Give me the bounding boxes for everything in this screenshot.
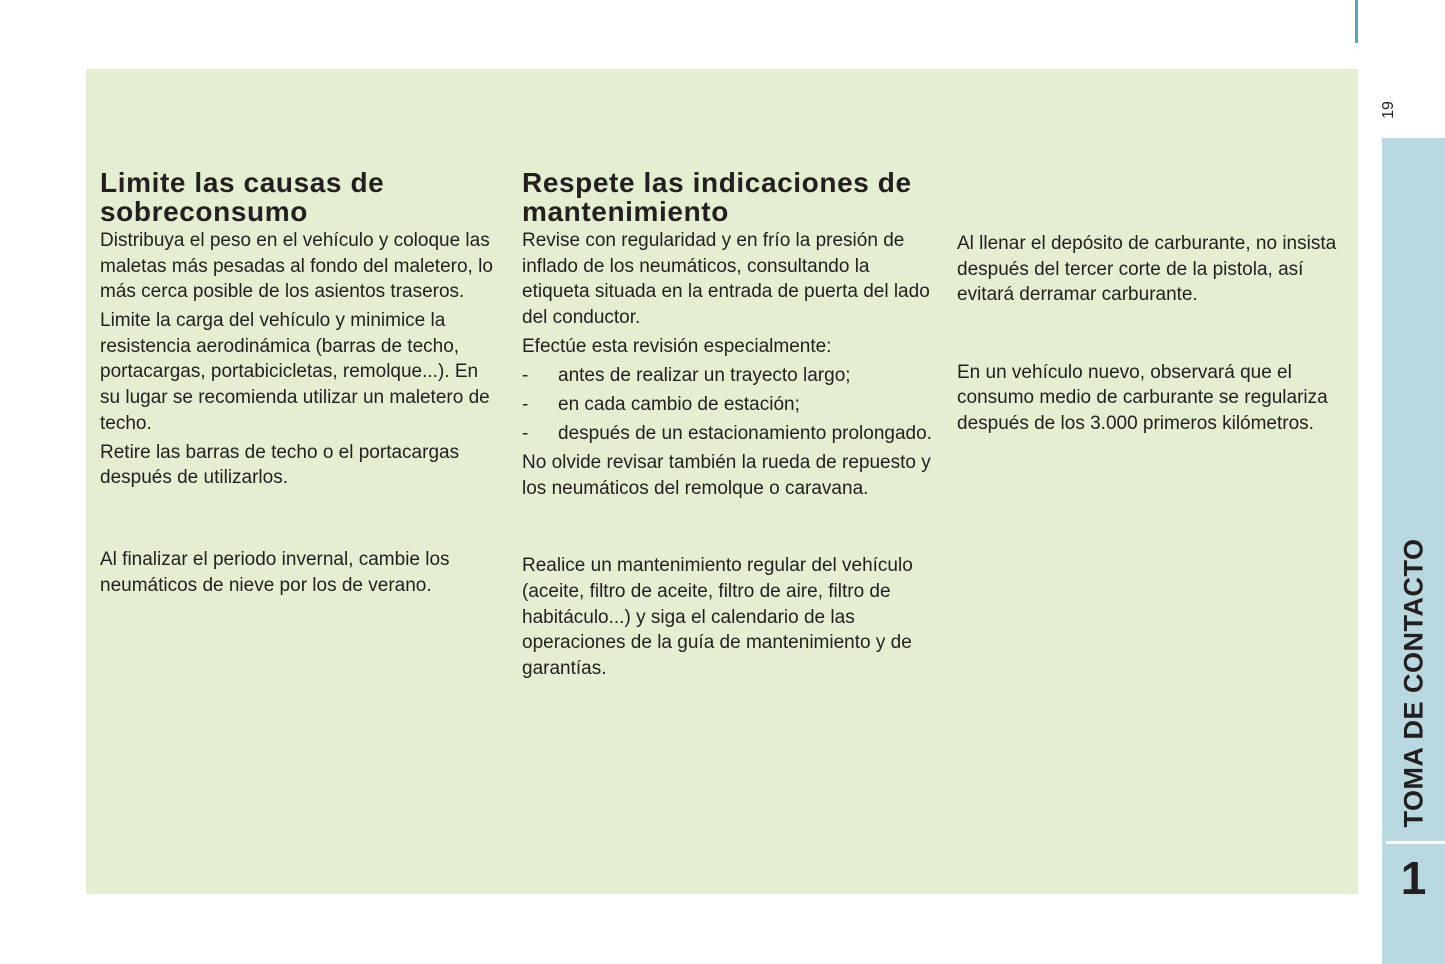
list-item <box>522 421 932 447</box>
revision-list <box>522 363 932 447</box>
dash-bullet: - <box>522 423 529 445</box>
page-number: 19 <box>1380 101 1397 119</box>
chapter-number: 1 <box>1400 852 1427 904</box>
heading-mantenimiento: Respete las indicaciones de mantenimiento <box>522 167 912 227</box>
dash-bullet: - <box>522 364 529 386</box>
paragraph: Al llenar el depósito de carburante, no insista después del tercer corte de la pistola, así evitará derramar carburante. <box>957 233 1337 306</box>
paragraph: Distribuya el peso en el vehículo y coloque las maletas más pesadas al fondo del maletero, lo más cerca posible de los asientos traseros. <box>100 230 493 303</box>
paragraph: No olvide revisar también la rueda de repuesto y los neumáticos del remolque o caravana. <box>522 452 931 499</box>
chapter-divider <box>1386 841 1445 844</box>
paragraph: Efectúe esta revisión especialmente: <box>522 335 832 357</box>
chapter-title: TOMA DE CONTACTO <box>1398 538 1428 828</box>
dash-bullet: - <box>522 394 529 416</box>
list-item-text: antes de realizar un trayecto largo; <box>558 364 851 386</box>
list-item <box>522 363 932 389</box>
heading-sobreconsumo: Limite las causas de sobreconsumo <box>100 167 385 227</box>
list-item <box>522 392 932 418</box>
column-right <box>957 231 1347 440</box>
paragraph: Retire las barras de techo o el portacargas después de utilizarlos. <box>100 441 460 489</box>
paragraph: Al finalizar el periodo invernal, cambie los neumáticos de nieve por los de verano. <box>100 548 450 596</box>
list-item-text: después de un estacionamiento prolongado. <box>558 423 932 445</box>
chapter-title-container <box>1382 138 1445 838</box>
top-accent-line <box>1355 0 1358 43</box>
column-middle <box>522 168 932 685</box>
paragraph: Revise con regularidad y en frío la presión de inflado de los neumáticos, consultando la etiqueta situada en la entrada de puerta del lado del conductor. <box>522 230 930 328</box>
paragraph: En un vehículo nuevo, observará que el consumo medio de carburante se regulariza después de los 3.000 primeros kilómetros. <box>957 361 1328 434</box>
paragraph: Realice un mantenimiento regular del vehículo (aceite, filtro de aceite, filtro de aire, filtro de habitáculo...) y siga el calendario de las operaciones de la guía de mantenimiento y de garantías. <box>522 555 913 679</box>
column-left <box>100 168 500 602</box>
list-item-text: en cada cambio de estación; <box>558 394 800 416</box>
paragraph: Limite la carga del vehículo y minimice la resistencia aerodinámica (barras de techo, portacargas, portabicicletas, remolque...). En su lugar se recomienda utilizar un maletero de techo. <box>100 310 490 434</box>
